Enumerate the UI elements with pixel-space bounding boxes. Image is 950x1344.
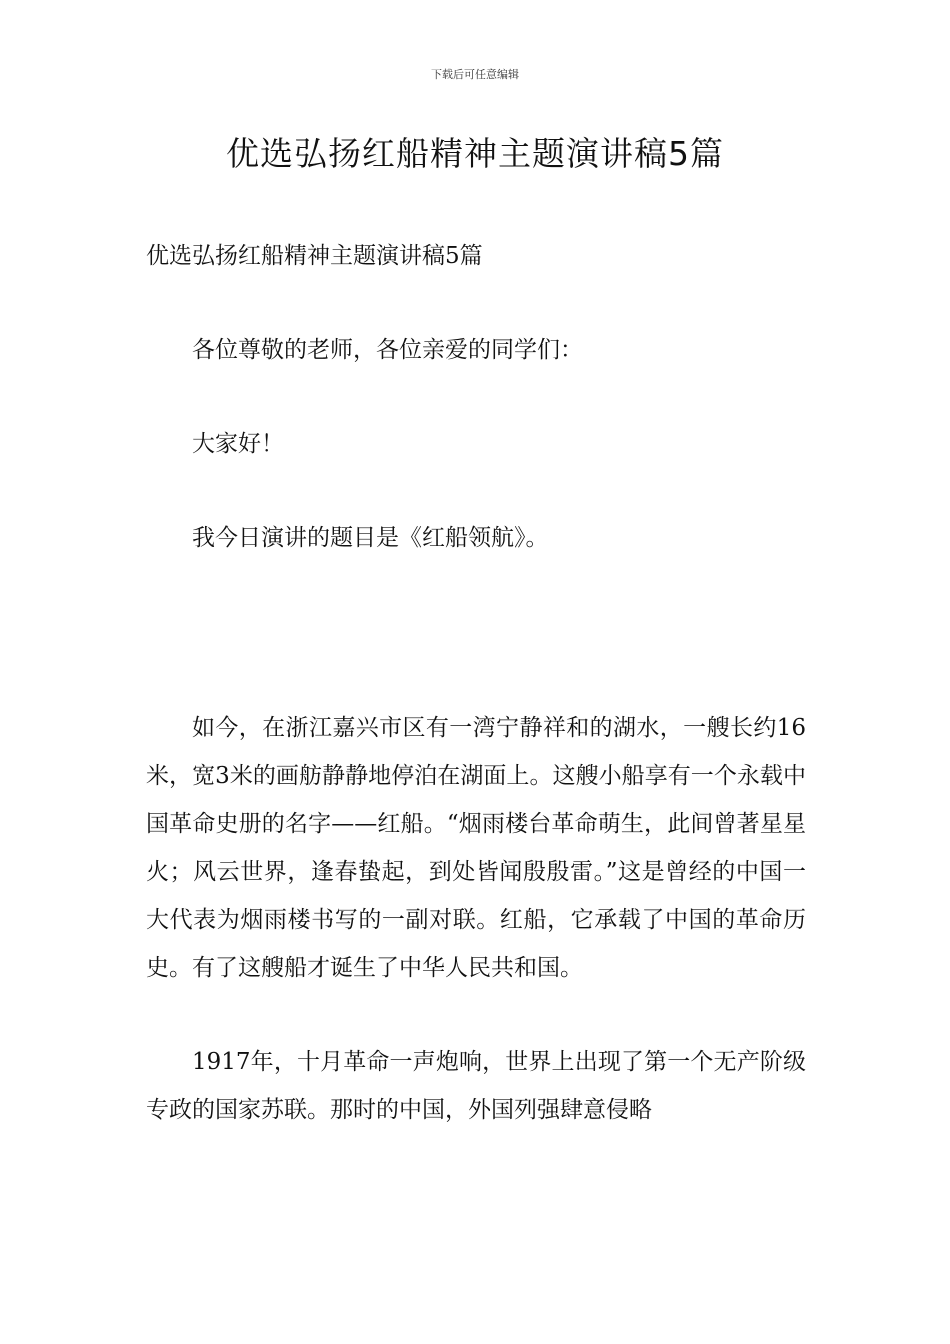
hello-line: 大家好！ [192, 431, 284, 457]
paragraph: 如今，在浙江嘉兴市区有一湾宁静祥和的湖水，一艘长约16米，宽3米的画舫静静地停泊在湖面上。这艘小船享有一个永载中国革命史册的名字——红船。“烟雨楼台革命萌生，此间曾著星星火；风云世界，逢春蛰起，到处皆闻殷殷雷。”这是曾经的中国一大代表为烟雨楼书写的一副对联。红船，它承载了中国的革命历史。有了这艘船才诞生了中华人民共和国。 [146, 715, 806, 981]
paragraph: 1917年，十月革命一声炮响，世界上出现了第一个无产阶级专政的国家苏联。那时的中国，外国列强肆意侵略 [146, 1049, 806, 1123]
header-note: 下载后可任意编辑 [431, 68, 519, 81]
document-subtitle: 优选弘扬红船精神主题演讲稿5篇 [146, 243, 483, 269]
blank-spacer [146, 608, 806, 704]
document-body [146, 232, 806, 1180]
topic-line: 我今日演讲的题目是《红船领航》。 [192, 525, 549, 551]
document-title: 优选弘扬红船精神主题演讲稿5篇 [226, 134, 724, 173]
greeting-line: 各位尊敬的老师，各位亲爱的同学们： [192, 337, 583, 363]
